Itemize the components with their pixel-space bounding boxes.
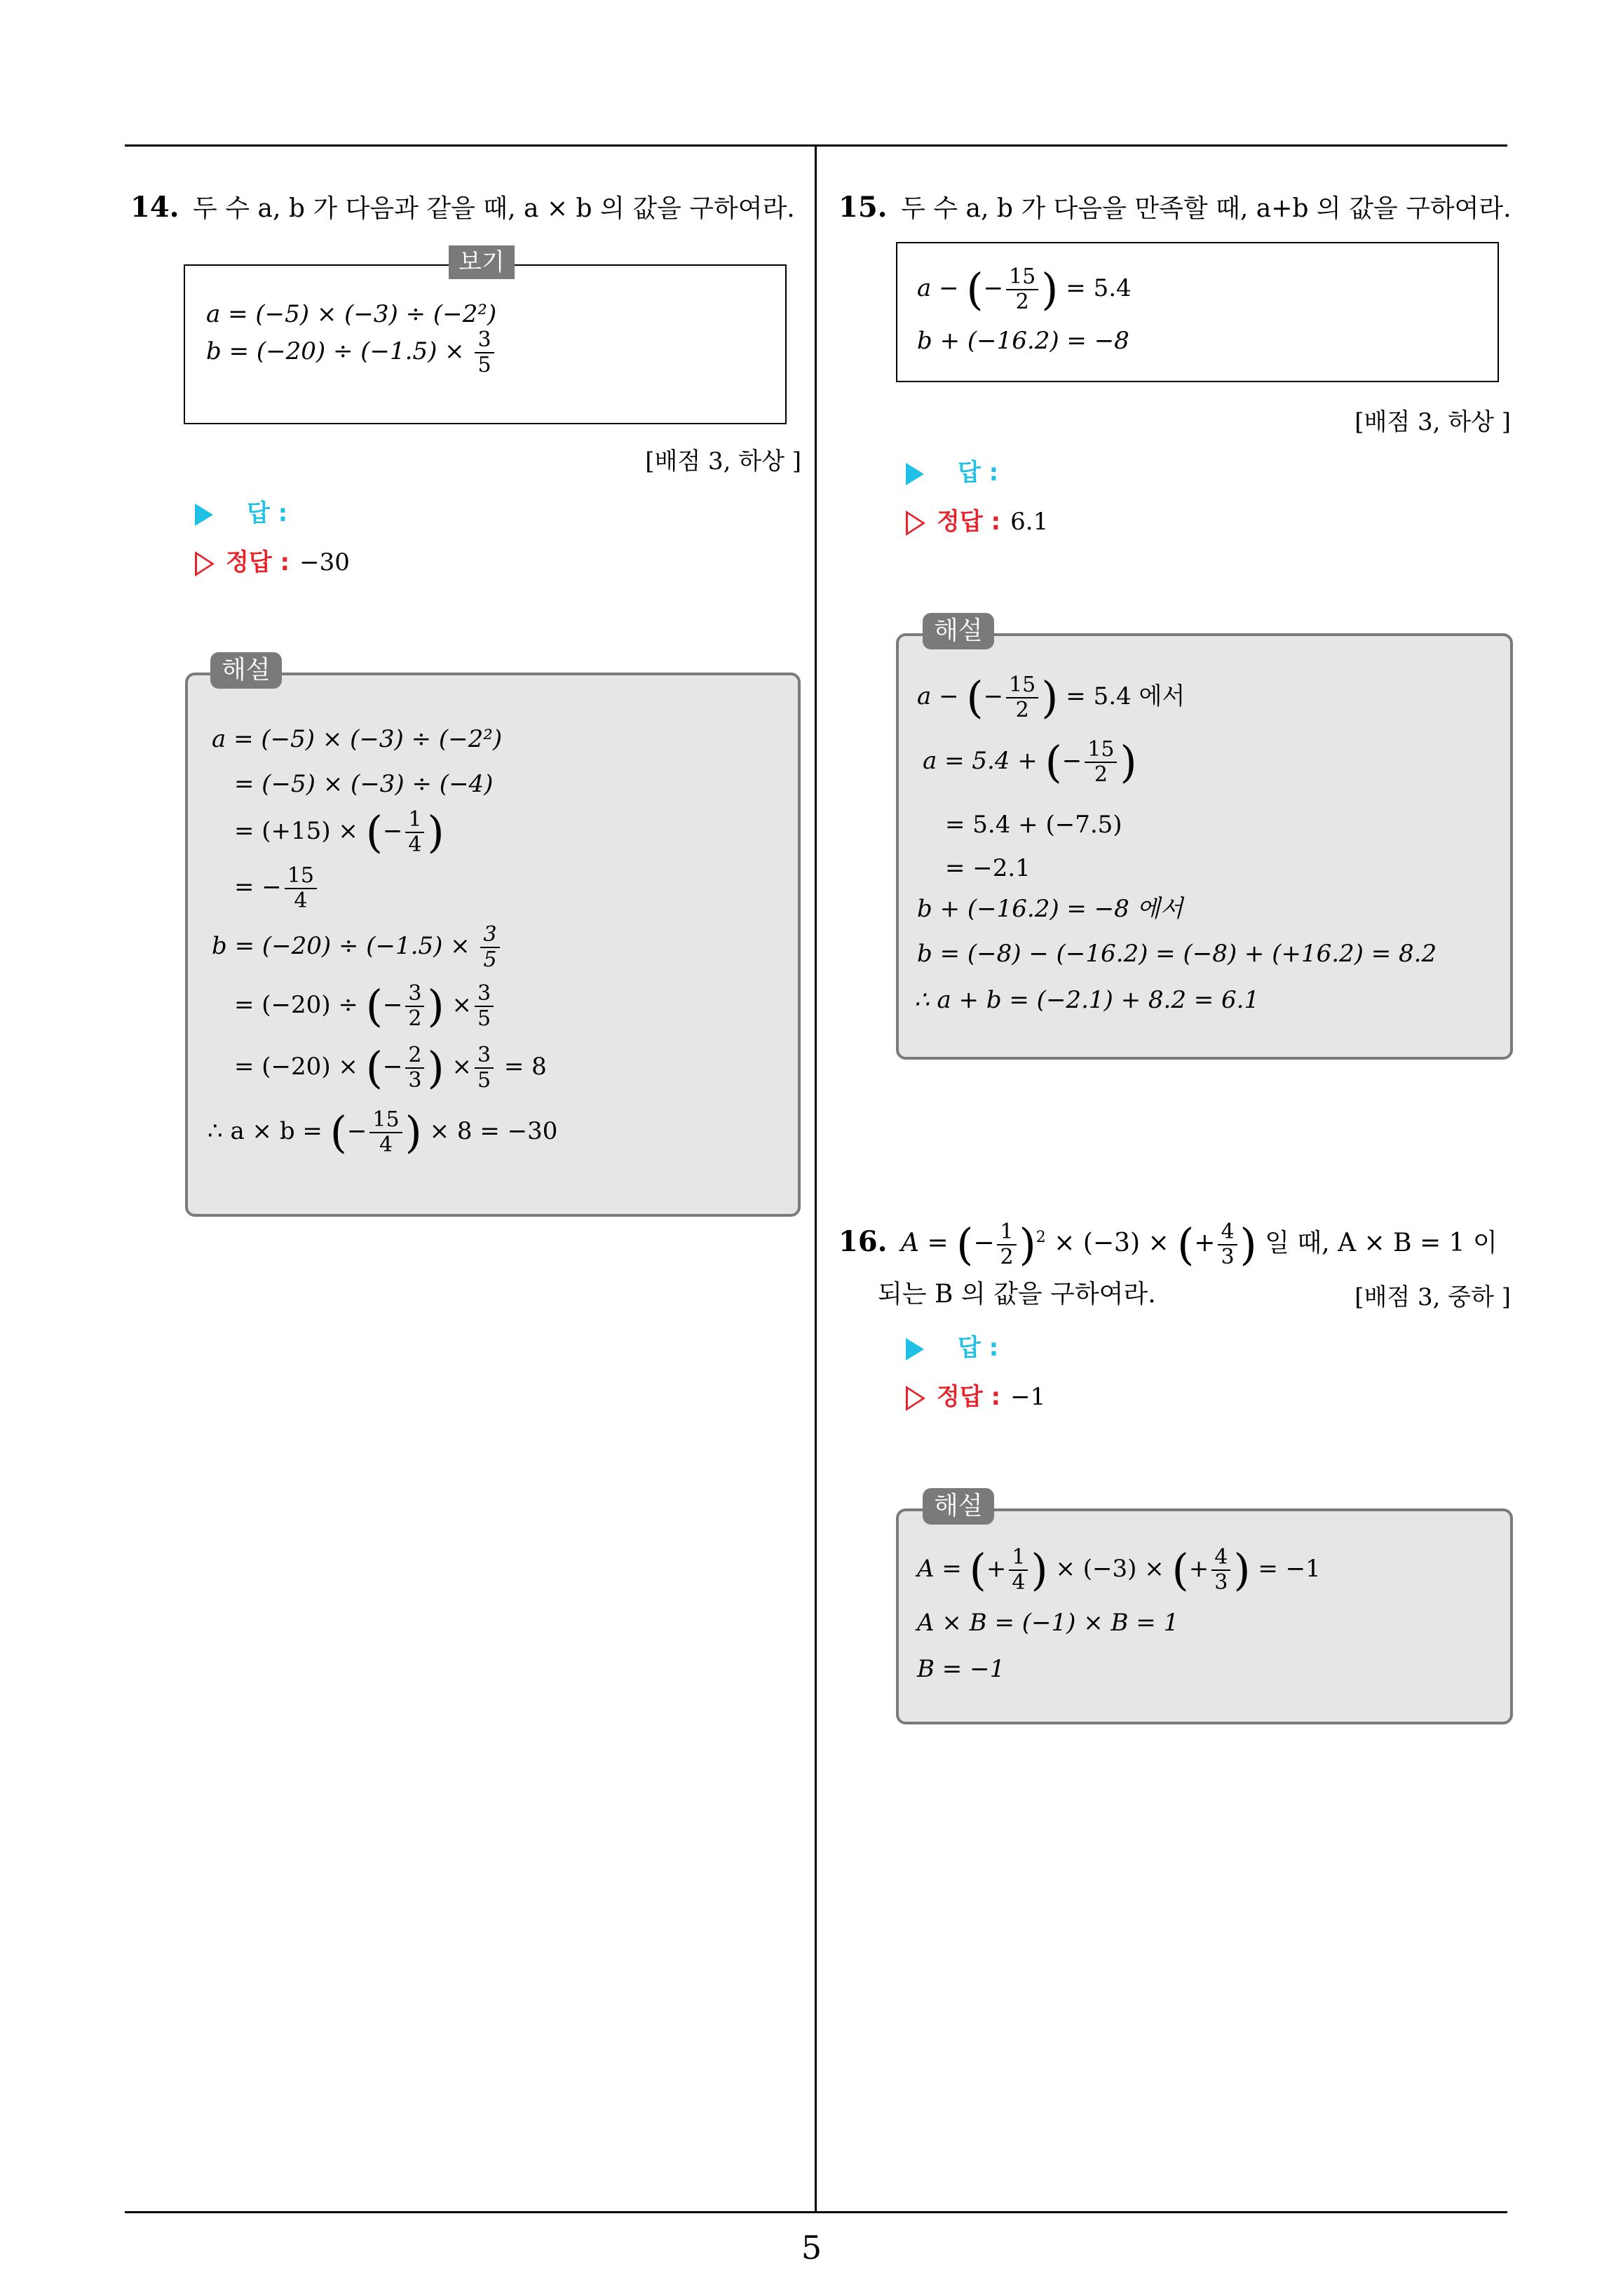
open-paren: (	[1172, 1544, 1189, 1595]
fraction-denominator: 3	[1214, 1570, 1228, 1595]
q16-answer-label: 답 :	[958, 1334, 999, 1362]
q14-solution-label: 해설	[210, 652, 282, 689]
q16-number: 16.	[838, 1225, 888, 1258]
q14-sol-line8: ∴ a × b = (− $\frac{15}{4}$ ) × 8 = −30	[208, 1107, 558, 1158]
fraction-numerator: 2	[405, 1044, 424, 1069]
q15-answer-row	[906, 453, 998, 487]
close-paren: )	[427, 806, 444, 858]
q16-mid: × (−3) ×	[1054, 1229, 1169, 1257]
q15-sol-line2: a = 5.4 + (− $\frac{15}{2}$ )	[923, 736, 1137, 788]
q15-correct-label: 정답 :	[937, 508, 1001, 536]
q14-sol-l8-prefix: ∴ a × b =	[208, 1117, 322, 1145]
outline-arrow-icon	[906, 511, 925, 536]
fraction-numerator: 3	[475, 328, 494, 353]
fraction-denominator: 2	[408, 1006, 422, 1031]
fraction-numerator: 3	[475, 1044, 494, 1069]
close-paren: )	[405, 1107, 422, 1158]
q14-answer-row	[195, 494, 287, 528]
play-arrow-icon	[195, 504, 213, 526]
q16-correct-row	[906, 1377, 1045, 1412]
open-paren: (	[969, 1544, 986, 1595]
open-paren: (	[365, 980, 383, 1032]
q15-text: 두 수 a, b 가 다음을 만족할 때, a+b 의 값을 구하여라.	[901, 194, 1512, 223]
q14-sol-l8-suffix: × 8 = −30	[429, 1117, 558, 1145]
q16-question-line1: 16. A = (− $\frac{1}{2}$ )$^2$ × (−3) × (+ $\frac{4}{3}$ ) 일 때, A × B = 1 이	[838, 1219, 1498, 1270]
q16-score: [배점 3, 중하 ]	[1354, 1283, 1511, 1311]
q16-correct-label: 정답 :	[937, 1383, 1001, 1411]
q14-sol-line6: = (−20) ÷ (− $\frac{3}{2}$ ) × $\frac{3}{5}$	[234, 982, 496, 1031]
q16-text-prefix: A =	[901, 1229, 949, 1257]
q14-given-b-fraction	[475, 328, 494, 377]
fraction-denominator: 5	[483, 947, 497, 972]
q15-question	[838, 191, 1512, 226]
q16-sol-line1: A = (+ $\frac{1}{4}$ ) × (−3) × (+ $\frac{4}{3}$ ) = −1	[917, 1544, 1321, 1595]
fraction-denominator: 3	[1221, 1245, 1235, 1269]
q14-text: 두 수 a, b 가 다음과 같을 때, a × b 의 값을 구하여라.	[193, 194, 795, 223]
q15-number: 15.	[838, 191, 888, 224]
fraction-denominator: 5	[477, 1006, 491, 1031]
column-divider	[815, 146, 817, 2211]
fraction-numerator: 15	[369, 1108, 402, 1133]
q15-given-a-prefix: a −	[917, 274, 959, 302]
fraction-numerator: 1	[1009, 1546, 1028, 1571]
q15-sol-line1: a − (− $\frac{15}{2}$ ) = 5.4 에서	[917, 672, 1186, 723]
q14-score: [배점 3, 하상 ]	[645, 447, 801, 475]
q15-answer-label: 답 :	[958, 459, 999, 487]
fraction-numerator: 3	[475, 982, 494, 1007]
open-paren: (	[1177, 1219, 1195, 1270]
q14-correct-row	[195, 543, 350, 577]
open-paren: (	[330, 1107, 347, 1158]
fraction	[1085, 738, 1117, 787]
q14-sol-line7: = (−20) × (− $\frac{2}{3}$ ) × $\frac{3}{5}$ = 8	[234, 1042, 547, 1093]
q15-correct-value: 6.1	[1010, 508, 1049, 536]
q14-sol-line2: = (−5) × (−3) ÷ (−4)	[234, 770, 494, 798]
open-paren: (	[1045, 736, 1062, 788]
fraction	[1211, 1546, 1230, 1595]
outline-arrow-icon	[906, 1386, 925, 1411]
open-paren: (	[365, 1042, 383, 1093]
fraction	[285, 864, 317, 913]
q15-given-a-suffix: = 5.4	[1066, 274, 1132, 302]
q14-sol-l5-prefix: b = (−20) ÷ (−1.5) ×	[212, 932, 470, 960]
fraction	[1006, 265, 1038, 314]
q14-correct-label: 정답 :	[226, 548, 290, 576]
q14-sol-l7-suffix: = 8	[503, 1053, 547, 1081]
open-paren: (	[966, 264, 984, 315]
q15-sol-line7: ∴ a + b = (−2.1) + 8.2 = 6.1	[914, 986, 1260, 1014]
q15-correct-row	[906, 502, 1048, 536]
q14-answer-label: 답 :	[247, 499, 288, 527]
q14-given-b	[206, 328, 497, 377]
q14-sol-line1: a = (−5) × (−3) ÷ (−2²)	[212, 725, 503, 753]
q16-sol-l1-suffix: = −1	[1258, 1555, 1321, 1583]
fraction-numerator: 1	[405, 808, 424, 833]
q16-exponent: 2	[1035, 1229, 1046, 1246]
fraction-numerator: 15	[1085, 738, 1117, 763]
fraction	[1009, 1546, 1028, 1595]
q16-question-line2: 되는 B 의 값을 구하여라.	[878, 1280, 1156, 1309]
q16-solution-label: 해설	[923, 1488, 994, 1525]
fraction	[405, 1044, 424, 1093]
bottom-rule	[125, 2211, 1507, 2213]
q14-given-b-prefix: b = (−20) ÷ (−1.5) ×	[206, 337, 465, 365]
close-paren: )	[1233, 1544, 1251, 1595]
fraction-numerator: 4	[1211, 1546, 1230, 1571]
fraction	[997, 1220, 1016, 1269]
open-paren: (	[956, 1219, 974, 1270]
close-paren: )	[427, 980, 444, 1032]
close-paren: )	[1031, 1544, 1048, 1595]
page-number: 5	[801, 2229, 822, 2267]
q15-sol-l2-prefix: a = 5.4 +	[923, 747, 1038, 775]
fraction	[1006, 673, 1038, 722]
fraction-denominator: 4	[294, 889, 308, 913]
fraction	[1218, 1220, 1237, 1269]
q15-sol-line6: b = (−8) − (−16.2) = (−8) + (+16.2) = 8.2	[917, 940, 1437, 968]
play-arrow-icon	[906, 463, 924, 485]
fraction-denominator: 2	[1015, 698, 1029, 722]
open-paren: (	[966, 672, 984, 723]
fraction-denominator: 2	[1094, 762, 1108, 787]
close-paren: )	[1120, 736, 1137, 788]
close-paren: )	[1041, 264, 1059, 315]
fraction-numerator: 15	[1006, 673, 1038, 698]
fraction-numerator: 3	[480, 923, 499, 948]
fraction	[405, 808, 424, 857]
q14-correct-value: −30	[299, 548, 350, 576]
q16-sol-line2: A × B = (−1) × B = 1	[917, 1609, 1179, 1637]
q15-sol-line4: = −2.1	[945, 854, 1031, 882]
q14-number: 14.	[130, 191, 179, 224]
fraction	[480, 923, 499, 972]
open-paren: (	[365, 806, 383, 858]
q14-sol-l6-prefix: = (−20) ÷	[234, 991, 358, 1019]
fraction-numerator: 3	[405, 982, 424, 1007]
q14-sol-line5	[212, 923, 503, 972]
fraction-denominator: 2	[1000, 1245, 1014, 1269]
q15-given-a: a − (− $\frac{15}{2}$ ) = 5.4	[917, 264, 1132, 315]
q14-sol-l7-prefix: = (−20) ×	[234, 1053, 358, 1081]
fraction-denominator: 4	[1012, 1570, 1026, 1595]
close-paren: )	[1240, 1219, 1257, 1270]
q15-sol-l1-prefix: a −	[917, 682, 959, 710]
q16-sol-line3: B = −1	[917, 1655, 1005, 1683]
close-paren: )	[1041, 672, 1059, 723]
fraction-numerator: 15	[285, 864, 317, 889]
q16-text-suffix: 일 때, A × B = 1 이	[1265, 1229, 1498, 1257]
fraction-denominator: 2	[1015, 290, 1029, 314]
fraction	[475, 982, 494, 1031]
fraction-denominator: 4	[408, 832, 422, 857]
q15-sol-line3: = 5.4 + (−7.5)	[945, 811, 1122, 839]
q15-sol-l1-suffix: = 5.4 에서	[1066, 682, 1186, 710]
fraction-numerator: 1	[997, 1220, 1016, 1245]
q15-solution-label: 해설	[923, 613, 994, 649]
close-paren: )	[427, 1042, 444, 1093]
q15-given-b: b + (−16.2) = −8	[917, 327, 1129, 355]
q16-answer-row	[906, 1328, 998, 1363]
fraction	[405, 982, 424, 1031]
close-paren: )	[1019, 1219, 1036, 1270]
q14-question	[130, 191, 795, 226]
q15-sol-line5: b + (−16.2) = −8 에서	[917, 895, 1183, 923]
q14-sol-l3-prefix: = (+15) ×	[234, 817, 358, 845]
fraction-numerator: 15	[1006, 265, 1038, 290]
fraction-denominator: 3	[408, 1068, 422, 1093]
q14-given-label: 보기	[449, 245, 515, 279]
fraction-denominator: 5	[477, 353, 491, 377]
q14-sol-line4: = − $\frac{15}{4}$	[234, 864, 320, 913]
q16-sol-l1-prefix: A =	[917, 1555, 962, 1583]
fraction-numerator: 4	[1218, 1220, 1237, 1245]
q14-given-a: a = (−5) × (−3) ÷ (−2²)	[206, 300, 497, 328]
q15-score: [배점 3, 하상 ]	[1354, 408, 1511, 436]
fraction	[369, 1108, 402, 1157]
outline-arrow-icon	[195, 551, 215, 576]
q16-correct-value: −1	[1010, 1383, 1046, 1411]
fraction-denominator: 4	[379, 1133, 393, 1157]
fraction	[475, 1044, 494, 1093]
q16-sol-l1-mid: × (−3) ×	[1055, 1555, 1164, 1583]
q14-sol-line3: = (+15) × (− $\frac{1}{4}$ )	[234, 806, 444, 858]
fraction-denominator: 5	[477, 1068, 491, 1093]
play-arrow-icon	[906, 1338, 924, 1360]
